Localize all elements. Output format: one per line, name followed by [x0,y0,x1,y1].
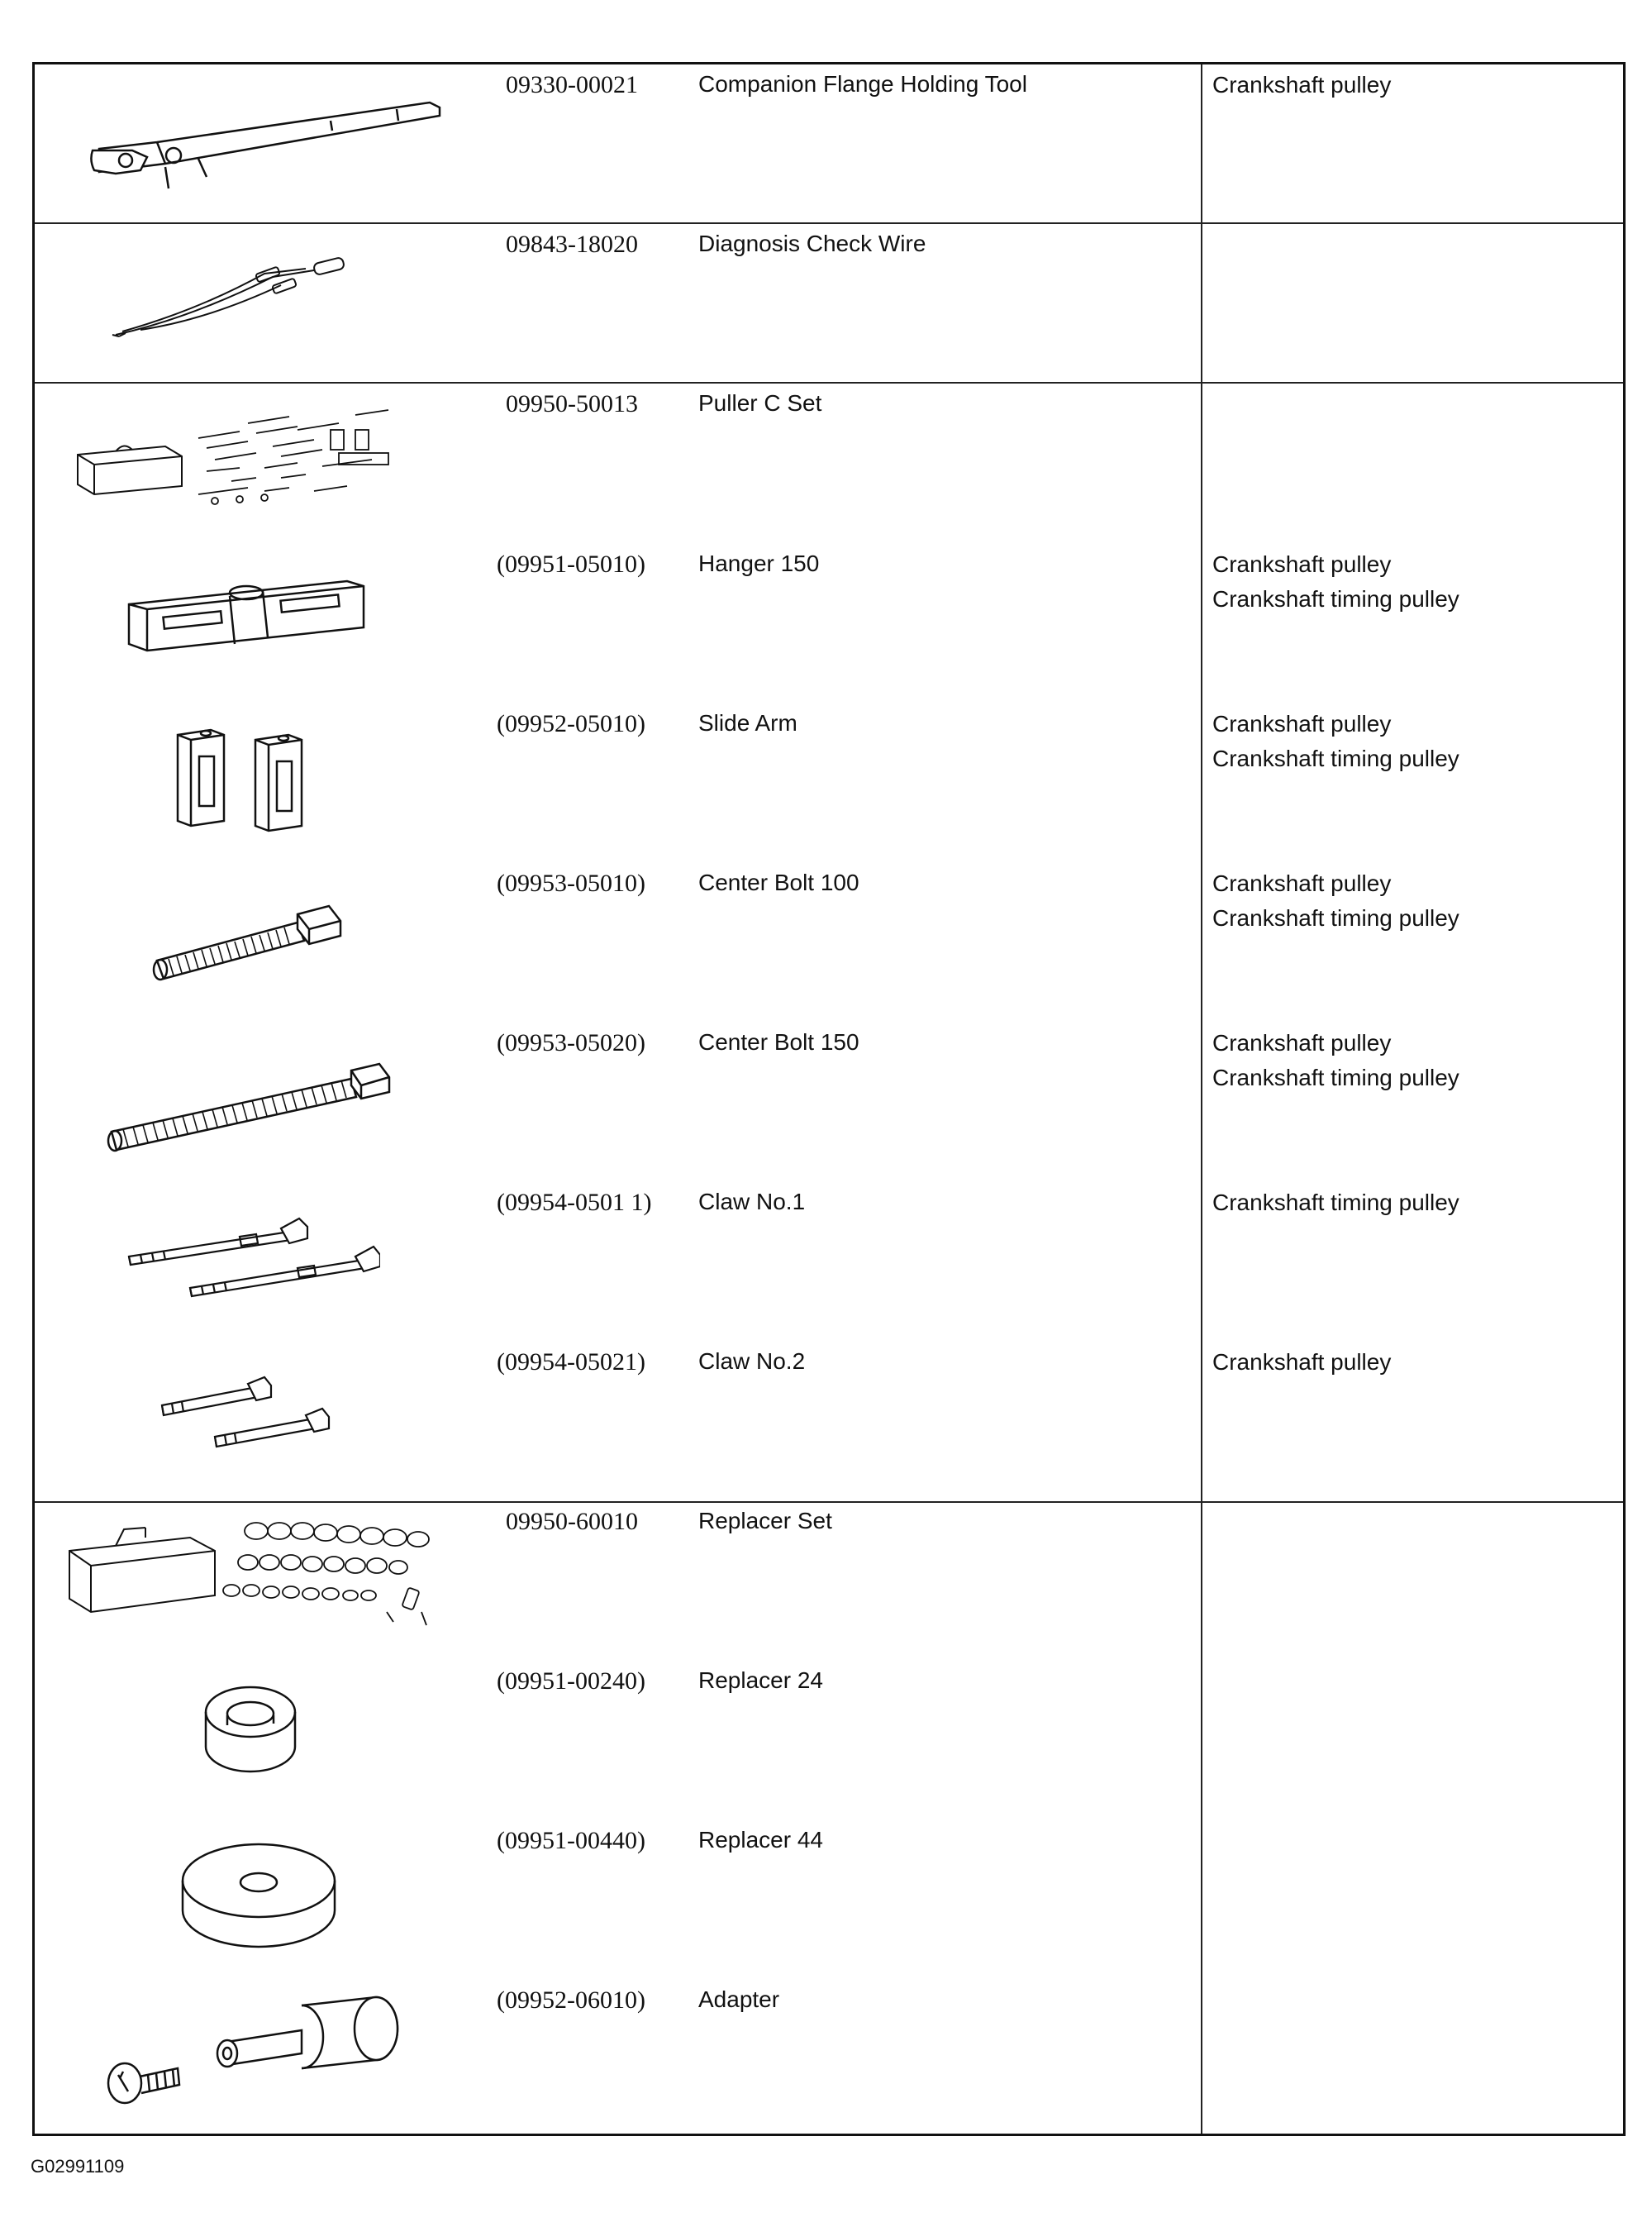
replacer-24-illustration [202,1682,302,1781]
tool-name: Hanger 150 [698,551,820,576]
row-divider [35,222,1623,224]
tool-name: Replacer 24 [698,1667,823,1693]
replacer-44-illustration [178,1839,343,1955]
tool-usage: Crankshaft pulley [1212,551,1392,577]
part-number: (09954-05021) [497,1348,645,1376]
tool-name: Center Bolt 150 [698,1029,859,1055]
column-divider [1201,64,1202,2134]
part-number: (09953-05010) [497,870,645,897]
tool-name: Companion Flange Holding Tool [698,71,1027,97]
figure-id: G02991109 [31,2156,125,2177]
tool-usage: Crankshaft timing pulley [1212,1065,1459,1090]
part-number: (09951-00440) [497,1827,645,1854]
tool-name: Center Bolt 100 [698,870,859,895]
center-bolt-100-illustration [149,893,347,984]
part-number: (09951-05010) [497,551,645,578]
hanger-illustration [124,558,372,674]
tool-usage: Crankshaft pulley [1212,870,1392,896]
slide-arm-illustration [169,723,310,835]
tool-name: Claw No.1 [698,1189,806,1214]
tool-name: Diagnosis Check Wire [698,231,926,256]
row-divider [35,382,1623,384]
tool-usage: Crankshaft timing pulley [1212,1190,1459,1215]
part-number: (09954-0501 1) [497,1189,652,1216]
tool-name: Adapter [698,1986,780,2012]
part-number: 09843-18020 [506,231,638,258]
tool-usage: Crankshaft timing pulley [1212,586,1459,612]
tool-name: Replacer 44 [698,1827,823,1853]
tool-name: Puller C Set [698,390,822,416]
tool-name: Slide Arm [698,710,797,736]
part-number: 09950-60010 [506,1508,638,1535]
companion-flange-holding-tool-illustration [83,91,446,198]
tool-usage: Crankshaft pulley [1212,711,1392,737]
tool-usage: Crankshaft pulley [1212,1030,1392,1056]
tool-usage: Crankshaft pulley [1212,1349,1392,1375]
tool-usage: Crankshaft timing pulley [1212,905,1459,931]
tool-usage: Crankshaft pulley [1212,72,1392,98]
puller-c-set-illustration [74,405,438,521]
replacer-set-illustration [66,1513,446,1637]
row-divider [35,1501,1623,1503]
part-number: 09330-00021 [506,71,638,98]
diagnosis-check-wire-illustration [107,252,380,343]
part-number: (09953-05020) [497,1029,645,1056]
claw-no2-illustration [157,1372,347,1455]
claw-no1-illustration [124,1207,380,1306]
center-bolt-150-illustration [103,1046,401,1157]
part-number: (09952-05010) [497,710,645,737]
part-number: 09950-50013 [506,390,638,417]
part-number: (09952-06010) [497,1986,645,2014]
tool-name: Replacer Set [698,1508,832,1533]
tool-name: Claw No.2 [698,1348,806,1374]
adapter-illustration [103,1992,401,2108]
tool-usage: Crankshaft timing pulley [1212,746,1459,771]
part-number: (09951-00240) [497,1667,645,1695]
